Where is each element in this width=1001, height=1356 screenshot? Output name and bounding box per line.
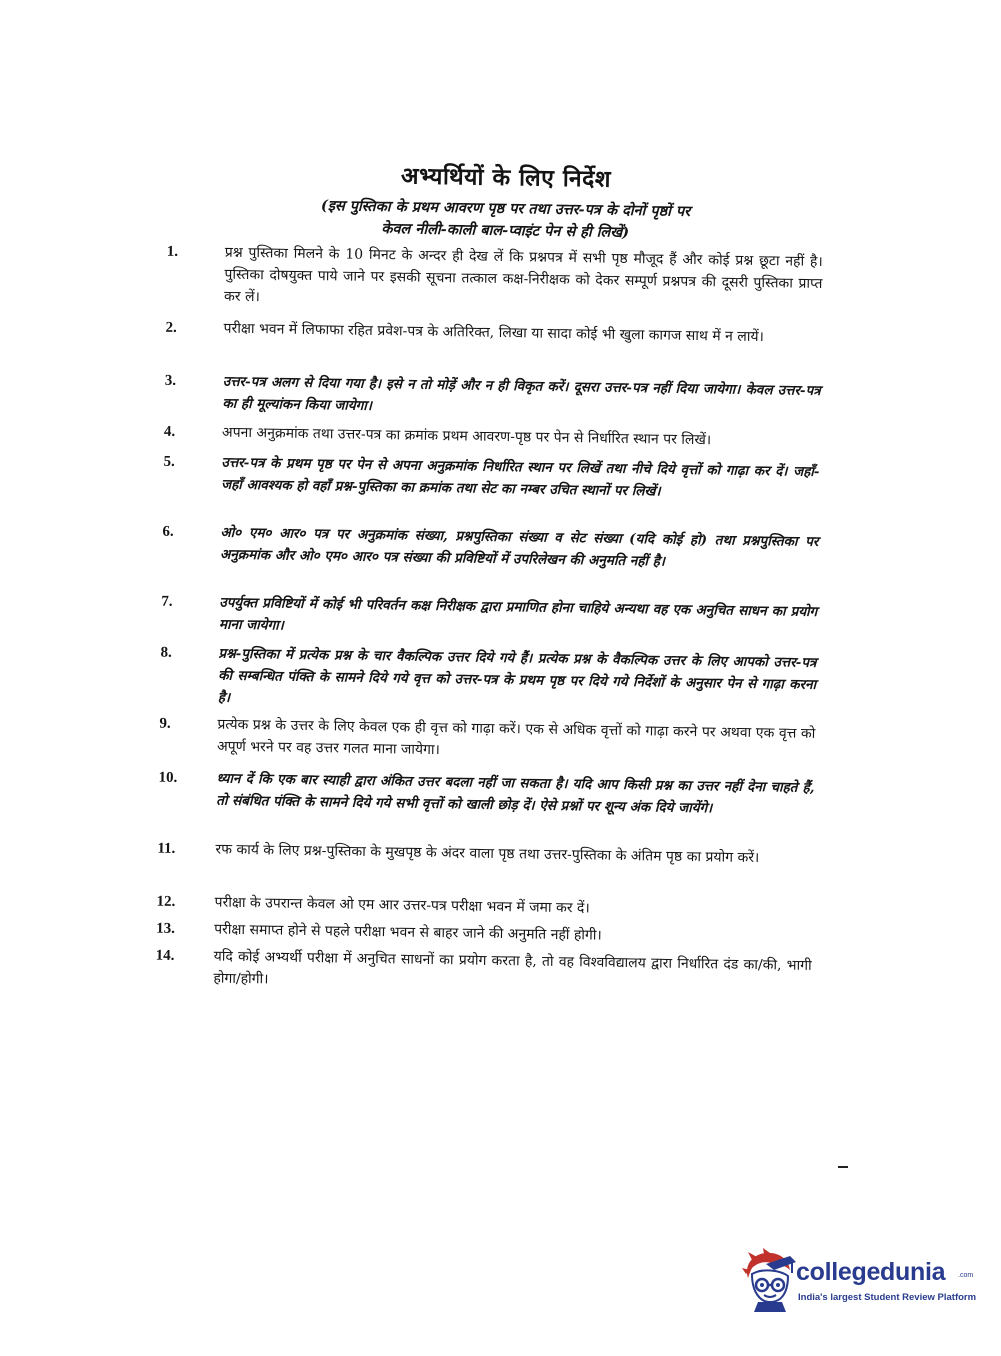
instruction-number: 4. [163, 423, 176, 440]
instruction-item [1, 518, 1001, 570]
instruction-number: 10. [158, 769, 178, 786]
instruction-number: 13. [156, 920, 176, 937]
instruction-text: ध्यान दें कि एक बार स्याही द्वारा अंकित उत्तर बदला नहीं जा सकता है। यदि आप किसी प्रश्न का उत्तर नहीं देना चाहते हैं, तो संबंधित पंक्ति के सामने दिये गये सभी वृत्तों को खाली छोड़ दें। ऐसे प्रश्नों पर शून्य अंक दिये जायेंगे। [216, 770, 815, 817]
page-title: अभ्यर्थियों के लिए निर्देश [400, 162, 612, 193]
instruction-number: 2. [165, 319, 177, 336]
instruction-number: 14. [155, 947, 175, 964]
instruction-number: 5. [163, 453, 175, 470]
instruction-item [3, 367, 1001, 414]
instruction-item [0, 588, 1000, 634]
instruction-text: प्रश्न-पुस्तिका में प्रत्येक प्रश्न के चार वैकल्पिक उत्तर दिये गये हैं। प्रत्येक प्रश्न के वैकल्पिक उत्तर के लिए आपको उत्तर-पत्र की सम्बन्धित पंक्ति के सामने दिये गये वृत्त को उत्तर-पत्र के प्रथम पृष्ठ पर दिये गये निर्देशों के अनुसार पेन से गाढ़ा करना है। [217, 645, 817, 706]
instruction-text: उत्तर-पत्र के प्रथम पृष्ठ पर पेन से अपना अनुक्रमांक निर्धारित स्थान पर लिखें तथा नीचे दिये वृत्तों को गाढ़ा कर दें। जहाँ-जहाँ आवश्यक हो वहाँ प्रश्न-पुस्तिका का क्रमांक तथा सेट का नम्बर उचित स्थानों पर लिखें। [221, 454, 820, 500]
instruction-text: ओ० एम० आर० पत्र पर अनुक्रमांक संख्या, प्रश्नपुस्तिका संख्या व सेट संख्या (यदि कोई हो) तथा प्रश्नपुस्तिका पर अनुक्रमांक और ओ० एम० आर० पत्र संख्या की प्रविष्टियों में उपरिलेखन की अनुमति नहीं है। [219, 524, 819, 570]
instruction-text: अपना अनुक्रमांक तथा उत्तर-पत्र का क्रमांक प्रथम आवरण-पृष्ठ पर पेन से निर्धारित स्थान पर लिखें। [221, 424, 712, 449]
instruction-number: 7. [161, 593, 173, 610]
page-mark [838, 1166, 848, 1168]
instruction-item [0, 639, 1000, 706]
instruction-item [0, 888, 996, 917]
instruction-number: 1. [166, 243, 179, 260]
instruction-number: 9. [159, 715, 171, 732]
subtitle-line-2: केवल नीली-काली बाल-प्वाइंट पेन से ही लिखें) [381, 220, 630, 241]
instruction-text: प्रश्न पुस्तिका मिलने के 10 मिनट के अन्दर ही देख लें कि प्रश्नपत्र में सभी पृष्ठ मौजूद हैं और कोई प्रश्न छूटा नहीं है। पुस्तिका दोषयुक्त पाये जाने पर इसकी सूचना तत्काल कक्ष-निरीक्षक को देकर सम्पूर्ण प्रश्नपत्र की दूसरी पुस्तिका प्राप्त कर लें। [223, 244, 823, 306]
scanned-content [9, 0, 1001, 988]
instruction-item [0, 764, 998, 817]
instruction-text: प्रत्येक प्रश्न के उत्तर के लिए केवल एक ही वृत्त को गाढ़ा करें। एक से अधिक वृत्तों को गाढ़ा करने पर अथवा एक वृत्त को अपूर्ण भरने पर वह उत्तर गलत माना जायेगा। [216, 716, 816, 759]
instruction-text: परीक्षा भवन में लिफाफा रहित प्रवेश-पत्र के अतिरिक्त, लिखा या सादा कोई भी खुला कागज साथ में न लायें। [223, 320, 765, 346]
instruction-item [4, 314, 1001, 346]
subtitle-line-1: (इस पुस्तिका के प्रथम आवरण पृष्ठ पर तथा उत्तर-पत्र के दोनों पृष्ठों पर [320, 197, 691, 220]
brand-tagline: India's largest Student Review Platform [798, 1292, 977, 1303]
page-subtitle [235, 194, 776, 246]
instruction-text: यदि कोई अभ्यर्थी परीक्षा में अनुचित साधनों का प्रयोग करता है, तो वह विश्वविद्यालय द्वारा निर्धारित दंड का/की, भागी होगा/होगी। [213, 948, 812, 988]
instruction-text: परीक्षा समाप्त होने से पहले परीक्षा भवन से बाहर जाने की अनुमति नहीं होगी। [214, 921, 602, 944]
instruction-text: परीक्षा के उपरान्त केवल ओ एम आर उत्तर-पत्र परीक्षा भवन में जमा कर दें। [214, 894, 590, 917]
instruction-number: 3. [164, 372, 177, 389]
watermark-logo [740, 1248, 977, 1312]
instruction-number: 8. [160, 644, 172, 661]
instruction-number: 12. [156, 893, 176, 910]
instruction-text: उपर्युक्त प्रविष्टियों में कोई भी परिवर्तन कक्ष निरीक्षक द्वारा प्रमाणित होना चाहिये अन्यथा वह एक अनुचित साधन का प्रयोग माना जायेगा। [218, 594, 818, 634]
instruction-text: रफ कार्य के लिए प्रश्न-पुस्तिका के मुखपृष्ठ के अंदर वाला पृष्ठ तथा उत्तर-पुस्तिका के अंतिम पृष्ठ का प्रयोग करें। [215, 841, 760, 867]
instruction-number: 6. [162, 523, 174, 540]
instruction-item [2, 448, 1001, 500]
instruction-item [0, 835, 996, 867]
brand-domain: .com [958, 1272, 974, 1279]
instruction-item [2, 418, 1001, 449]
instruction-number: 11. [157, 840, 176, 857]
brand-name: collegedunia [796, 1258, 946, 1286]
instruction-text: उत्तर-पत्र अलग से दिया गया है। इसे न तो मोड़ें और न ही विकृत करें। दूसरा उत्तर-पत्र नहीं दिया जायेगा। केवल उत्तर-पत्र का ही मूल्यांकन किया जायेगा। [222, 373, 821, 414]
student-mascot-icon [740, 1248, 798, 1312]
